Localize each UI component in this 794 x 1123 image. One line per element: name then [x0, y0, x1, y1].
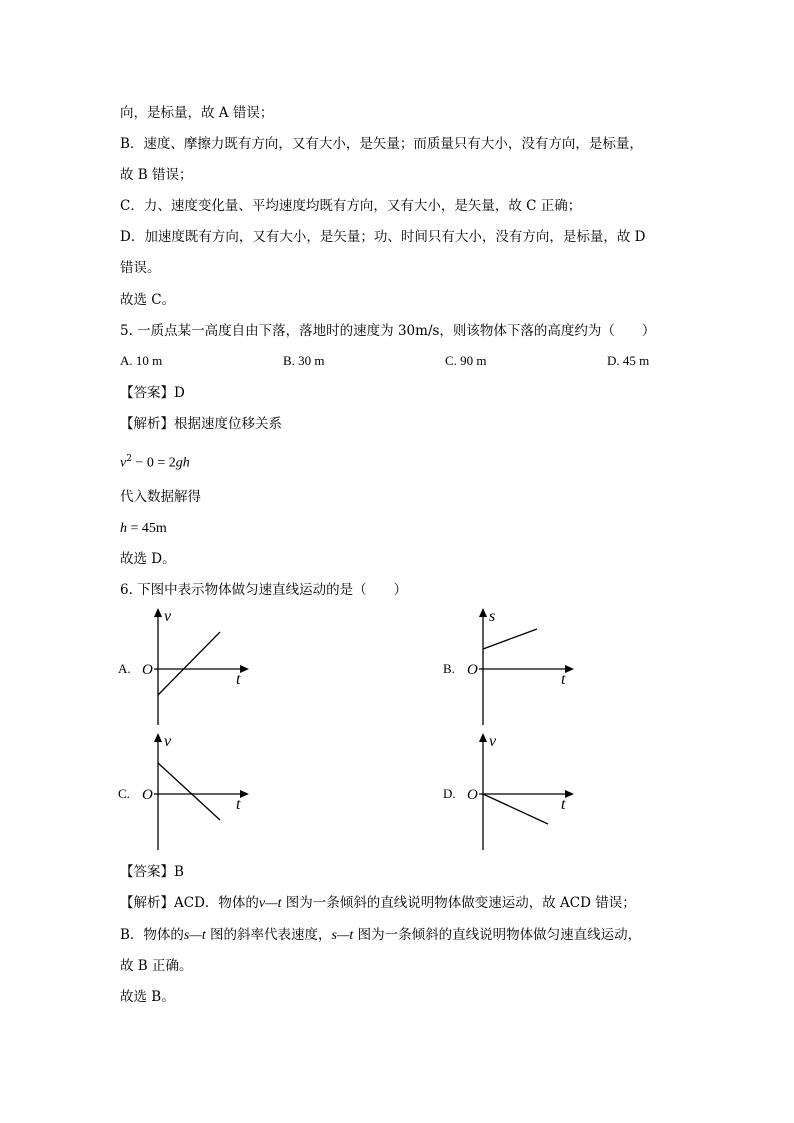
- text-line: 故 B 错误；: [120, 167, 193, 183]
- text-line: C．力、速度变化量、平均速度均既有方向，又有大小，是矢量，故 C 正确；: [120, 198, 582, 214]
- text-line: 故选 C。: [120, 292, 176, 308]
- graph-a-label: A.: [118, 661, 131, 676]
- q6-analysis-2: B．物体的s—t 图的斜率代表速度，s—t 图为一条倾斜的直线说明物体做匀速直线运动，: [120, 927, 642, 943]
- graph-b-y-label: s: [489, 608, 496, 625]
- q5-option-b: B. 30 m: [283, 353, 325, 368]
- q5-choose: 故选 D。: [120, 551, 176, 567]
- text-line: B．速度、摩擦力既有方向，又有大小，是矢量；而质量只有大小，没有方向，是标量，: [120, 136, 643, 152]
- graph-c-label: C.: [118, 786, 130, 801]
- graph-a: [118, 605, 258, 730]
- graph-d: [443, 730, 583, 855]
- q5-option-a: A. 10 m: [120, 353, 163, 368]
- q5-substitute: 代入数据解得: [120, 489, 201, 505]
- text-line: 错误。: [120, 260, 161, 276]
- graph-a-origin: O: [142, 662, 153, 678]
- graph-a-y-label: v: [164, 608, 172, 625]
- q5-option-d: D. 45 m: [607, 353, 650, 368]
- q6-choose: 故选 B。: [120, 989, 175, 1005]
- graph-a-x-label: t: [236, 671, 241, 688]
- graph-c: [118, 730, 258, 855]
- q5-formula: $v^2 - 0 = 2gh$: [120, 454, 190, 471]
- q5-analysis: 【解析】根据速度位移关系: [120, 416, 282, 432]
- q6-answer: 【答案】B: [120, 864, 184, 880]
- graph-d-y-label: v: [489, 733, 497, 750]
- q5-option-c: C. 90 m: [445, 353, 487, 368]
- text-line: D．加速度既有方向，又有大小，是矢量；功、时间只有大小，没有方向，是标量，故 D: [120, 229, 646, 245]
- q6-analysis-3: 故 B 正确。: [120, 958, 193, 974]
- q6-analysis-1: 【解析】ACD．物体的v—t 图为一条倾斜的直线说明物体做变速运动，故 ACD 错误；: [120, 895, 636, 911]
- graph-c-origin: O: [142, 787, 153, 803]
- graph-c-x-label: t: [236, 796, 241, 813]
- graph-b: [443, 605, 583, 730]
- graph-c-y-label: v: [164, 733, 172, 750]
- text-line: 向，是标量，故 A 错误；: [120, 105, 274, 121]
- graph-d-x-label: t: [561, 796, 566, 813]
- graph-d-label: D.: [443, 786, 456, 801]
- graph-b-label: B.: [443, 661, 455, 676]
- q5-answer: 【答案】D: [120, 385, 185, 401]
- q5-result: h = 45m: [120, 521, 167, 536]
- graph-b-origin: O: [467, 662, 478, 678]
- question-5: 5. 一质点某一高度自由下落，落地时的速度为 30m/s，则该物体下落的高度约为（ ）: [120, 323, 656, 339]
- graph-d-origin: O: [467, 787, 478, 803]
- question-6: 6. 下图中表示物体做匀速直线运动的是（ ）: [120, 582, 408, 598]
- graph-b-x-label: t: [561, 671, 566, 688]
